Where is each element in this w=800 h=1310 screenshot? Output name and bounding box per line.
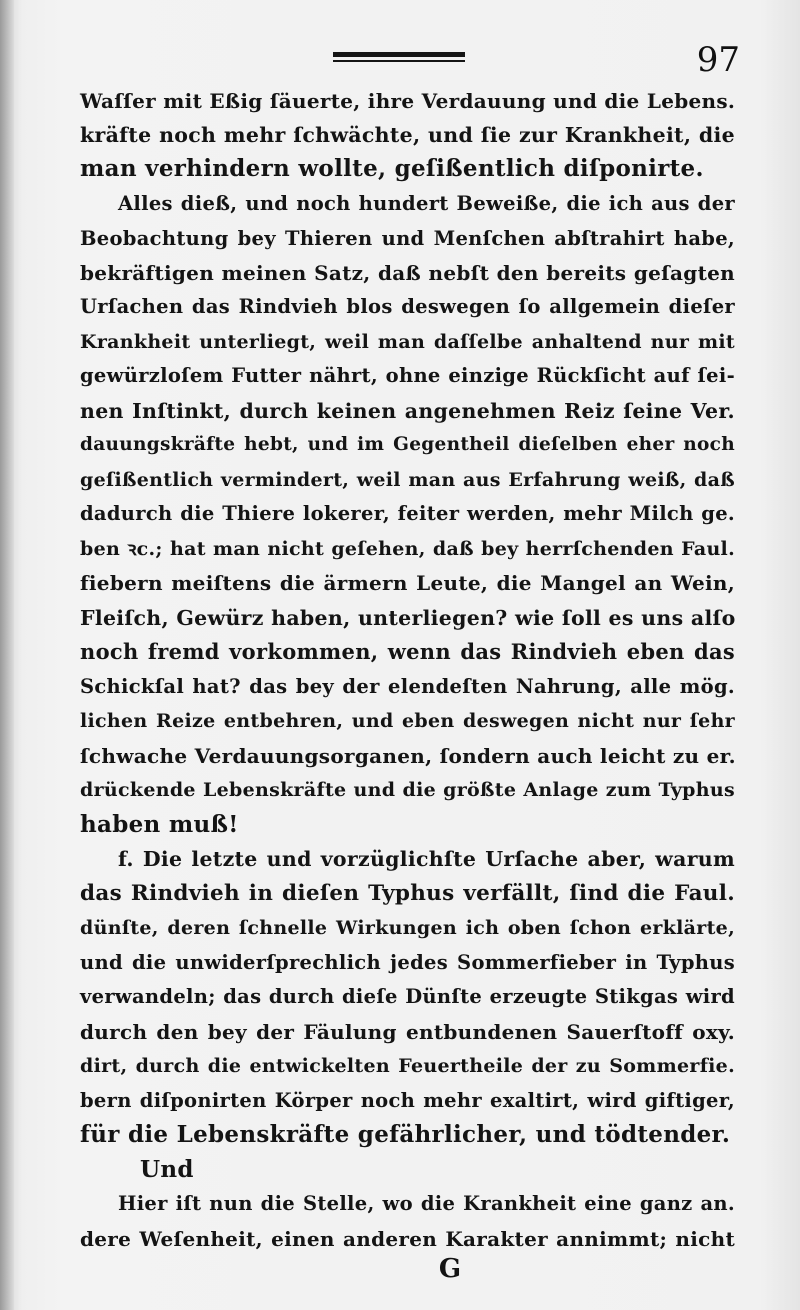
header-rule-thick	[333, 52, 465, 57]
text-line-28: durch den bey der Fäulung entbundenen Sauerſtoff oxy.	[80, 1020, 735, 1044]
text-line-6: bekräftigen meinen Satz, daß nebſt den bereits geſagten	[80, 261, 735, 285]
text-line-30: bern diſponirten Körper noch mehr exaltirt, wird giftiger,	[80, 1089, 735, 1112]
text-line-22: haben muß!	[80, 811, 239, 838]
text-line-19: lichen Reize entbehren, und eben deswegen nicht nur ſehr	[80, 710, 735, 732]
page-gutter-shadow	[0, 0, 14, 1310]
text-line-1: Waſſer mit Eßig ſäuerte, ihre Verdauung und die Lebens.	[80, 89, 736, 113]
signature-mark: G	[438, 1254, 462, 1284]
page-number: 97	[696, 40, 740, 80]
text-line-34: dere Weſenheit, einen anderen Karakter annimmt; nicht	[80, 1227, 735, 1251]
text-line-11: dauungskräfte hebt, und im Gegentheil dieſelben eher noch	[80, 434, 735, 455]
text-line-21: drückende Lebenskräfte und die größte Anlage zum Typhus	[80, 779, 735, 801]
text-line-16: Fleiſch, Gewürz haben, unterliegen? wie ſoll es uns alſo	[80, 606, 736, 630]
text-line-13: dadurch die Thiere lokerer, feiter werden, mehr Milch ge.	[80, 502, 735, 525]
header-rule-thin	[333, 60, 465, 62]
text-line-31: für die Lebenskräfte gefährlicher, und tödtender.	[80, 1121, 731, 1148]
text-line-7: Urſachen das Rindvieh blos deswegen ſo allgemein dieſer	[80, 295, 735, 318]
text-line-33: Hier iſt nun die Stelle, wo die Krankheit eine ganz an.	[118, 1192, 735, 1215]
text-line-10: nen Inſtinkt, durch keinen angenehmen Reiz ſeine Ver.	[80, 399, 735, 423]
text-line-32: Und	[140, 1156, 194, 1183]
text-line-3: man verhindern wollte, geſißentlich diſponirte.	[80, 155, 704, 182]
text-line-17: noch fremd vorkommen, wenn das Rindvieh eben das	[80, 639, 735, 664]
text-line-5: Beobachtung bey Thieren und Menſchen abſtrahirt habe,	[80, 227, 735, 250]
text-line-20: ſchwache Verdauungsorganen, ſondern auch leicht zu er.	[80, 744, 736, 768]
text-line-23: f. Die letzte und vorzüglichſte Urſache aber, warum	[118, 847, 735, 871]
text-line-26: und die unwiderſprechlich jedes Sommerfieber in Typhus	[80, 951, 735, 974]
text-line-12: geſißentlich vermindert, weil man aus Erfahrung weiß, daß	[80, 469, 735, 491]
header-rule	[333, 52, 465, 63]
text-line-9: gewürzloſem Futter nährt, ohne einzige Rückſicht auf ſei-	[80, 364, 735, 387]
text-line-25: dünſte, deren ſchnelle Wirkungen ich oben ſchon erklärte,	[80, 917, 735, 939]
text-line-27: verwandeln; das durch dieſe Dünſte erzeugte Stikgas wird	[80, 985, 735, 1008]
text-line-18: Schickſal hat? das bey der elendeſten Nahrung, alle mög.	[80, 675, 735, 698]
text-line-4: Alles dieß, und noch hundert Beweiße, die ich aus der	[118, 192, 735, 215]
text-line-29: dirt, durch die entwickelten Feuertheile der zu Sommerfie.	[80, 1055, 735, 1077]
text-line-24: das Rindvieh in dieſen Typhus verfällt, ſind die Faul.	[80, 881, 735, 906]
text-line-15: fiebern meiſtens die ärmern Leute, die Mangel an Wein,	[80, 571, 735, 595]
text-line-8: Krankheit unterliegt, weil man daſſelbe anhaltend nur mit	[80, 331, 735, 353]
text-line-14: ben ꝛc.; hat man nicht geſehen, daß bey herrſchenden Faul.	[80, 538, 735, 560]
text-line-2: kräfte noch mehr ſchwächte, und ſie zur Krankheit, die	[80, 123, 735, 147]
